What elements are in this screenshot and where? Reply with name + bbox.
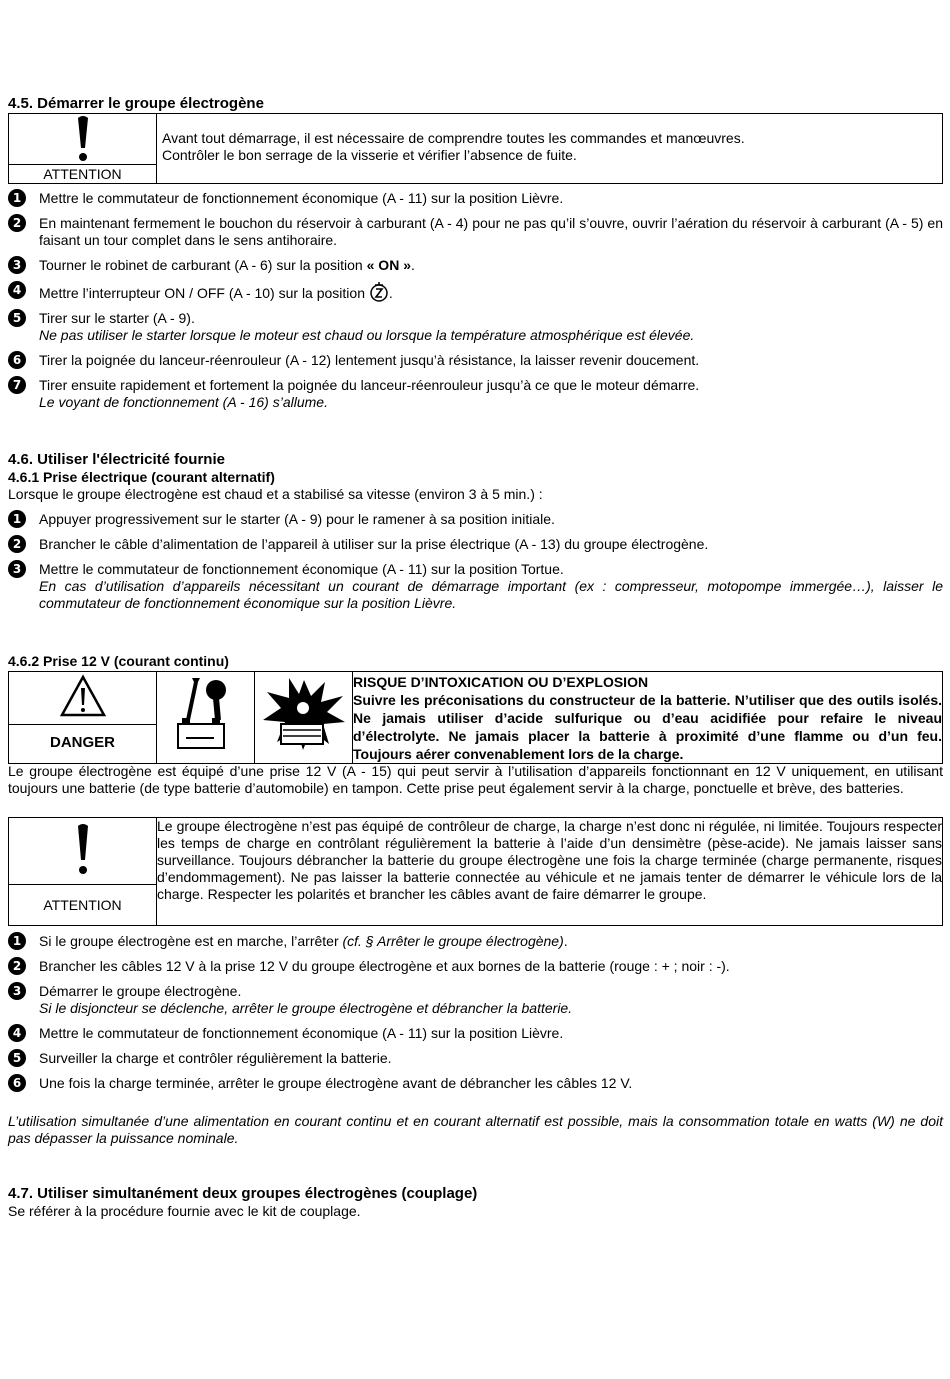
list-item: 4 Mettre le commutateur de fonctionnement économique (A - 11) sur la position Lièvre. <box>8 1025 943 1042</box>
battery-tools-icon <box>157 672 255 764</box>
list-item: 1 Mettre le commutateur de fonctionnement économique (A - 11) sur la position Lièvre. <box>8 190 943 207</box>
exclamation-icon <box>9 114 156 164</box>
list-item: 5 Surveiller la charge et contrôler régulièrement la batterie. <box>8 1050 943 1067</box>
section-4-6-title: 4.6. Utiliser l'électricité fournie <box>8 451 225 468</box>
list-item: 7 Tirer ensuite rapidement et fortement la poignée du lanceur-réenrouleur jusqu’à ce que le moteur démarre. Le voyant de fonctionnement (A - 16) s’allume. <box>8 377 943 411</box>
attention-text: Le groupe électrogène n’est pas équipé de contrôleur de charge, la charge n’est donc ni régulée, ni limitée. Toujours respecter les temps de charge en contrôlant régulièrement la batterie à l’aide d’un densimètre (pèse-acide). Ne jamais laisser sans surveillance. Toujours débrancher la batterie du groupe électrogène une fois la charge terminée (charge permanente, risques d’endommagement). Ne pas laisser la batterie connectée au véhicule et ne jamais tenter de démarrer le véhicule lors de la charge. Respecter les polarités et brancher les câbles avant de faire démarrer le groupe. <box>157 818 943 926</box>
explosion-icon <box>255 672 353 764</box>
engine-switch-icon <box>369 282 389 302</box>
section-4-6-1-title: 4.6.1 Prise électrique (courant alternatif) <box>8 469 275 485</box>
danger-box <box>8 671 943 764</box>
list-item: 2 Brancher les câbles 12 V à la prise 12 V du groupe électrogène et aux bornes de la batterie (rouge : + ; noir : -). <box>8 958 943 975</box>
list-item: 1 Appuyer progressivement sur le starter (A - 9) pour le ramener à sa position initiale. <box>8 511 943 528</box>
list-item: 3 Mettre le commutateur de fonctionnement économique (A - 11) sur la position Tortue. En cas d’utilisation d’appareils nécessitant un courant de démarrage important (ex : compresseur, motopompe immergée…), laisser le commutateur de fonctionnement économique sur la position Lièvre. <box>8 561 943 612</box>
attention-box-1 <box>8 113 943 184</box>
list-item: 3 Tourner le robinet de carburant (A - 6) sur la position « ON ». <box>8 257 943 274</box>
attention-box-2 <box>8 817 943 926</box>
list-item: 6 Une fois la charge terminée, arrêter le groupe électrogène avant de débrancher les câbles 12 V. <box>8 1075 943 1092</box>
section-4-6-2-title: 4.6.2 Prise 12 V (courant continu) <box>8 653 229 669</box>
list-item: 2 Brancher le câble d’alimentation de l’appareil à utiliser sur la prise électrique (A - 13) du groupe électrogène. <box>8 536 943 553</box>
attention-text-2: Contrôler le bon serrage de la visserie et vérifier l’absence de fuite. <box>162 147 577 163</box>
section-4-6-1-intro: Lorsque le groupe électrogène est chaud et a stabilisé sa vitesse (environ 3 à 5 min.) : <box>8 486 543 502</box>
attention-label: ATTENTION <box>9 164 156 183</box>
danger-heading: RISQUE D’INTOXICATION OU D’EXPLOSION <box>353 674 649 690</box>
attention-text-1: Avant tout démarrage, il est nécessaire de comprendre toutes les commandes et manœuvres. <box>162 130 745 146</box>
steps-4-5 <box>8 190 943 411</box>
section-4-7-title: 4.7. Utiliser simultanément deux groupes électrogènes (couplage) <box>8 1185 478 1202</box>
steps-4-6-2 <box>8 933 943 1092</box>
list-item: 5 Tirer sur le starter (A - 9). Ne pas utiliser le starter lorsque le moteur est chaud ou lorsque la température atmosphérique est élevée. <box>8 310 943 344</box>
exclamation-icon <box>9 818 156 884</box>
section-4-6-2-intro: Le groupe électrogène est équipé d’une prise 12 V (A - 15) qui peut servir à l’utilisation d’appareils fonctionnant en 12 V uniquement, en utilisant toujours une batterie (de type batterie d’automobile) en tampon. Cette prise peut également servir à la charge, ponctuelle et brève, des batteries. <box>8 763 943 796</box>
section-4-5-title: 4.5. Démarrer le groupe électrogène <box>8 95 264 112</box>
list-item: 6 Tirer la poignée du lanceur-réenrouleur (A - 12) lentement jusqu’à résistance, la laisser revenir doucement. <box>8 352 943 369</box>
attention-label: ATTENTION <box>9 884 156 925</box>
danger-label: DANGER <box>9 724 156 761</box>
steps-4-6-1 <box>8 511 943 612</box>
list-item: 4 Mettre l’interrupteur ON / OFF (A - 10) sur la position . <box>8 282 943 302</box>
section-4-7-text: Se référer à la procédure fournie avec le kit de couplage. <box>8 1203 361 1219</box>
list-item: 2 En maintenant fermement le bouchon du réservoir à carburant (A - 4) pour ne pas qu’il s’ouvre, ouvrir l’aération du réservoir à carburant (A - 5) en faisant un tour complet dans le sens antihoraire. <box>8 215 943 249</box>
list-item: 1 Si le groupe électrogène est en marche, l’arrêter (cf. § Arrêter le groupe électrogène). <box>8 933 943 950</box>
warning-triangle-icon <box>9 672 156 724</box>
danger-text: Suivre les préconisations du constructeur de la batterie. N’utiliser que des outils isolés. Ne jamais utiliser d’acide sulfurique ou d’eau acidifiée pour refaire le niveau d’électrolyte. Ne jamais placer la batterie à proximité d’une flamme ou d’un feu. Toujours aérer convenablement lors de la charge. <box>353 692 942 762</box>
list-item: 3 Démarrer le groupe électrogène. Si le disjoncteur se déclenche, arrêter le groupe électrogène et débrancher la batterie. <box>8 983 943 1017</box>
closing-note: L’utilisation simultanée d’une alimentation en courant continu et en courant alternatif est possible, mais la consommation totale en watts (W) ne doit pas dépasser la puissance nominale. <box>8 1113 943 1146</box>
